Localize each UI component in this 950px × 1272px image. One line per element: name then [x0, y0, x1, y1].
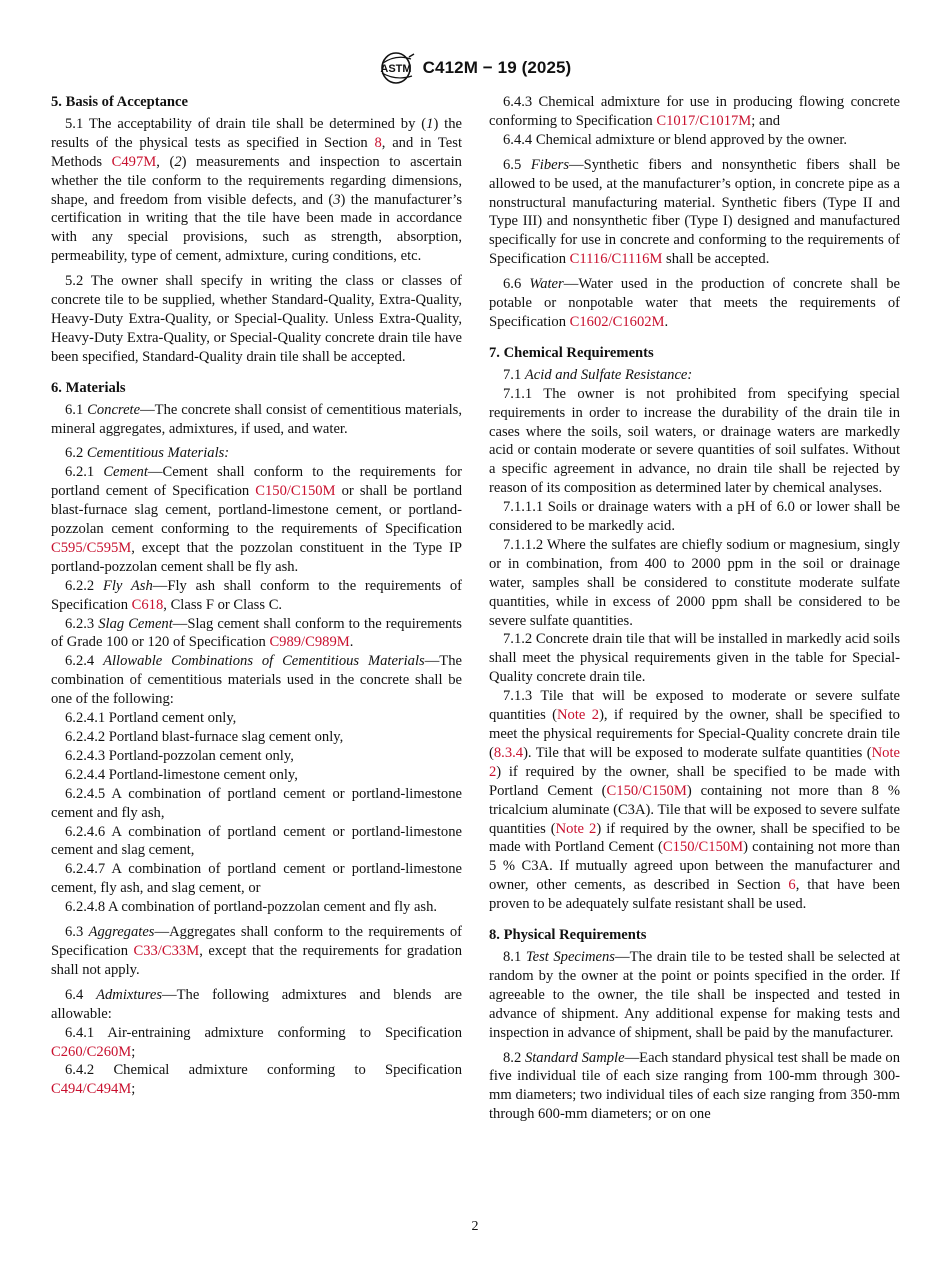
italic-text: Allowable Combinations of Cementitious Materials	[103, 653, 425, 670]
text-run: ) the results of the physical tests as specified in Section	[51, 115, 462, 151]
text-run: , Class F or Class C.	[163, 596, 283, 613]
astm-logo-icon	[379, 51, 415, 85]
italic-text: Test Specimens	[525, 948, 615, 965]
paragraph	[489, 156, 900, 269]
text-run: 7.1.1.2 Where the sulfates are chiefly sodium or magnesium, singly or in combination, from 400 to 2000 ppm in the soil or drainage water, samples shall be considered to constitute moderate sulfate quantities, while in excess of 2000 ppm shall be considered to be severe sulfate quantities.	[489, 536, 900, 629]
text-run: —The following admixtures and blends are allowable:	[51, 986, 463, 1022]
text-run: 6.2.3	[65, 615, 99, 632]
italic-text: Slag Cement	[98, 615, 173, 632]
text-run: —Water used in the production of concrete shall be potable or nonpotable water that meets the requirements of Specification	[489, 276, 901, 330]
paragraph	[51, 401, 462, 439]
paragraph	[51, 615, 462, 653]
reference-link[interactable]: C1602/C1602M	[569, 313, 665, 330]
text-run: ) if required by the owner, shall be specified to be made with Portland Cement (	[489, 820, 900, 856]
paragraph	[489, 536, 900, 631]
text-run: 6.6	[503, 276, 530, 293]
paragraph	[51, 766, 462, 785]
text-run: —Cement shall conform to the requirements for portland cement of Specification	[51, 464, 462, 500]
italic-text: Cement	[103, 464, 148, 481]
text-run: 6.2.4.7 A combination of portland cement or portland-limestone cement, fly ash, and slag cement, or	[51, 861, 462, 897]
text-run: 6.4	[65, 986, 97, 1003]
italic-text: Concrete	[87, 401, 141, 418]
paragraph	[51, 1024, 462, 1062]
reference-link[interactable]: Note 2	[557, 707, 600, 724]
paragraph	[51, 728, 462, 747]
paragraph	[51, 577, 462, 615]
text-run: ), if required by the owner, shall be specified to meet the physical requirements for Special-Quality concrete drain tile (	[489, 707, 900, 761]
text-run: 6.2.4.4 Portland-limestone cement only,	[65, 766, 298, 783]
text-run: 6.2.4.8 A combination of portland-pozzolan cement and fly ash.	[65, 899, 438, 916]
italic-text: Fibers	[530, 156, 569, 173]
text-run: ) the manufacturer’s certification in writing that the tile have been made in accordance with any special provisions, such as strength, absorption, permeability, type of cement, admixture, curing conditions, etc.	[51, 191, 463, 265]
text-run: , except that the pozzolan constituent in the Type IP portland-pozzolan cement shall be fly ash.	[51, 539, 462, 575]
reference-link[interactable]: C989/C989M	[269, 634, 350, 651]
section-heading: 7. Chemical Requirements	[489, 344, 654, 361]
text-run: 6.2.4.3 Portland-pozzolan cement only,	[65, 747, 294, 764]
paragraph	[51, 986, 462, 1024]
italic-text: Acid and Sulfate Resistance:	[524, 366, 693, 383]
text-run: 6.3	[65, 924, 89, 941]
right-column	[489, 93, 900, 1124]
reference-link[interactable]: C33/C33M	[133, 942, 200, 959]
paragraph	[489, 131, 900, 150]
paragraph	[489, 1049, 900, 1125]
paragraph	[489, 948, 900, 1043]
text-run: 6.2.2	[65, 577, 103, 594]
text-run: ) if required by the owner, shall be specified to be made with Portland Cement (	[489, 763, 900, 799]
section-heading: 6. Materials	[51, 379, 126, 396]
italic-text: Standard Sample	[524, 1049, 625, 1066]
paragraph	[51, 709, 462, 728]
text-run: —Fly ash shall conform to the requirements of Specification	[51, 577, 462, 613]
page-number: 2	[471, 1219, 479, 1234]
reference-link[interactable]: C150/C150M	[255, 483, 336, 500]
text-run: 6.2.4.6 A combination of portland cement or portland-limestone cement and slag cement,	[51, 823, 462, 859]
text-run: ) containing not more than 5 % C3A. If mutually agreed upon between the manufacturer and owner, other cements, as described in Section	[489, 839, 900, 894]
paragraph	[51, 860, 462, 898]
text-run: —Aggregates shall conform to the requirements of Specification	[51, 924, 462, 959]
reference-link[interactable]: 6	[788, 877, 796, 894]
paragraph	[489, 385, 900, 498]
text-run: —The drain tile to be tested shall be selected at random by the owner at the point or points specified in the order. If agreeable to the owner, the tile shall be inspected and tested in advance of shipment. Any additional expense for making tests and inspection in advance of shipment, shall be paid by the manufacturer.	[489, 948, 901, 1041]
paragraph	[51, 898, 462, 917]
italic-text: Aggregates	[88, 924, 155, 941]
paragraph	[51, 444, 462, 463]
text-run: 5.2 The owner shall specify in writing the class or classes of concrete tile to be supplied, whether Standard-Quality, Extra-Quality, Heavy-Duty Extra-Quality, or Special-Quality. Unless Extra-Quality, Heavy-Duty Extra-Quality, or Special-Quality concrete drain tile have been specified, Standard-Quality drain tile shall be accepted.	[51, 273, 462, 365]
document-designation: C412M − 19 (2025)	[422, 58, 572, 77]
reference-link[interactable]: C150/C150M	[662, 839, 744, 856]
text-run: —Slag cement shall conform to the requirements of Grade 100 or 120 of Specification	[51, 615, 462, 651]
text-run: 6.2	[65, 445, 87, 462]
paragraph	[51, 463, 462, 576]
reference-link[interactable]: C494/C494M	[51, 1081, 132, 1098]
text-run: or shall be portland blast-furnace slag cement, portland-limestone cement, or portland-pozzolan cement conforming to the requirements of Specification	[51, 483, 462, 538]
text-run: ;	[131, 1043, 136, 1060]
text-run: 6.4.1 Air-entraining admixture conforming to Specification	[65, 1024, 462, 1041]
reference-link[interactable]: 8.3.4	[493, 744, 524, 761]
page-header	[0, 50, 950, 86]
italic-text: 2	[174, 153, 182, 170]
reference-link[interactable]: Note 2	[555, 820, 597, 837]
text-run: 7.1	[503, 366, 525, 383]
text-run: 6.2.4.5 A combination of portland cement or portland-limestone cement and fly ash,	[51, 785, 462, 821]
text-run: —The combination of cementitious materials used in the concrete shall be one of the following:	[51, 653, 462, 708]
text-run: , that have been proven to be adequately sulfate resistant shall be used.	[489, 877, 900, 913]
text-run: shall be accepted.	[662, 251, 770, 268]
text-run: 6.2.1	[65, 464, 104, 481]
paragraph	[51, 747, 462, 766]
text-run: 6.5	[503, 156, 531, 173]
text-run: ). Tile that will be exposed to moderate sulfate quantities (	[523, 744, 872, 761]
italic-text: 1	[426, 115, 434, 132]
text-run: , (	[156, 153, 175, 170]
text-run: 6.4.3 Chemical admixture for use in producing flowing concrete conforming to Specification	[489, 94, 900, 129]
italic-text: Cementitious Materials:	[86, 445, 230, 462]
italic-text: Fly Ash	[102, 577, 153, 594]
text-run: 6.2.4.2 Portland blast-furnace slag cement only,	[65, 729, 344, 745]
reference-link[interactable]: C497M	[111, 153, 157, 170]
paragraph	[489, 630, 900, 687]
section-heading: 8. Physical Requirements	[489, 927, 647, 944]
paragraph	[51, 823, 462, 861]
reference-link[interactable]: C260/C260M	[51, 1043, 132, 1060]
italic-text: Admixtures	[96, 986, 163, 1003]
reference-link[interactable]: 8	[374, 134, 382, 151]
paragraph	[489, 366, 900, 385]
text-run: 7.1.1.1 Soils or drainage waters with a pH of 6.0 or lower shall be considered to be markedly acid.	[489, 499, 900, 535]
text-run: 6.4.4 Chemical admixture or blend approved by the owner.	[503, 131, 848, 148]
text-run: 8.2	[503, 1049, 525, 1066]
text-run: 8.1	[503, 948, 526, 965]
paragraph	[489, 93, 900, 131]
text-run: 6.1	[65, 401, 88, 418]
text-run: —Each standard physical test shall be made on five individual tile of each size ranging from 100-mm through 300-mm diameters; two individual tiles of each size ranging from 350-mm through 600-mm diameters; or on one	[489, 1049, 900, 1123]
text-run: —Synthetic fibers and nonsynthetic fibers shall be allowed to be used, at the manufacturer’s option, in concrete pipe as a nonstructural manufacturing material. Synthetic fibers (Type II and Type III) and nonsynthetic fiber (Type I) designed and manufactured specifically for use in concrete and conforming to the requirements of Specification	[489, 156, 900, 268]
text-run: , except that the requirements for gradation shall not apply.	[51, 942, 462, 978]
reference-link[interactable]: Note 2	[489, 744, 900, 780]
paragraph	[51, 923, 462, 980]
text-run: .	[664, 313, 669, 330]
svg-text:ASTM: ASTM	[380, 63, 412, 75]
text-run: ;	[131, 1081, 136, 1098]
paragraph	[51, 1061, 462, 1099]
reference-link[interactable]: C1116/C1116M	[569, 251, 663, 268]
text-run: .	[349, 634, 354, 651]
section-heading: 5. Basis of Acceptance	[51, 94, 189, 110]
paragraph	[51, 652, 462, 709]
left-column	[51, 93, 462, 1099]
text-run: 6.2.4	[65, 653, 104, 670]
text-run: 7.1.2 Concrete drain tile that will be installed in markedly acid soils shall meet the physical requirements given in the table for Special-Quality concrete drain tile.	[489, 631, 900, 686]
italic-text: 3	[333, 191, 341, 208]
italic-text: Water	[529, 276, 564, 293]
paragraph	[51, 115, 462, 266]
text-run: 7.1.1 The owner is not prohibited from specifying special requirements in order to increase the durability of the drain tile in cases where the soils, soil waters, or drainage waters are markedly acid or contain moderate or severe quantities of soil sulfates. Without a specific agreement in advance, no drain tile shall be rejected by reason of its composition as determined later by chemical analyses.	[489, 385, 900, 497]
text-run: —The concrete shall consist of cementitious materials, mineral aggregates, admixtures, if used, and water.	[51, 401, 463, 437]
text-run: 6.4.2 Chemical admixture conforming to Specification	[65, 1062, 462, 1079]
text-run: , and in Test Methods	[51, 134, 462, 170]
paragraph	[489, 275, 900, 332]
reference-link[interactable]: C618	[131, 596, 164, 613]
text-run: ; and	[751, 112, 781, 129]
text-run: ) measurements and inspection to ascertain whether the tile conform to the requirements regarding dimensions, shape, and freedom from visible defects, and (	[51, 153, 462, 208]
paragraph	[51, 785, 462, 823]
text-run: 5.1 The acceptability of drain tile shall be determined by (	[65, 115, 427, 132]
paragraph	[51, 272, 462, 367]
reference-link[interactable]: C150/C150M	[606, 782, 687, 799]
text-run: 7.1.3 Tile that will be exposed to moderate or severe sulfate quantities (	[489, 688, 900, 724]
paragraph	[489, 498, 900, 536]
reference-link[interactable]: C595/C595M	[51, 539, 132, 556]
reference-link[interactable]: C1017/C1017M	[656, 112, 752, 129]
text-run: ) containing not more than 8 % tricalcium aluminate (C3A). Tile that will be exposed to severe sulfate quantities (	[489, 782, 900, 837]
paragraph	[489, 687, 900, 914]
text-run: 6.2.4.1 Portland cement only,	[65, 710, 237, 727]
